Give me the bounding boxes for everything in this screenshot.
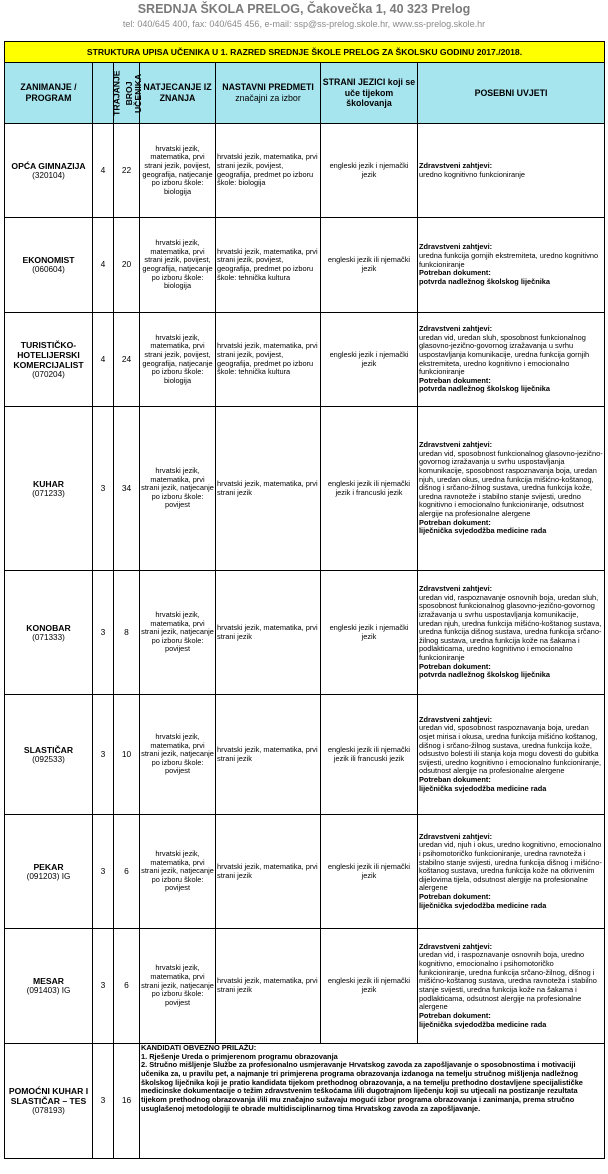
subjects-cell: hrvatski jezik, matematika, prvi strani jezik, povijest, geografija, predmet po izboru škole: tehnička kultura (216, 218, 321, 313)
program-cell (5, 929, 93, 1044)
health-requirements-heading: Zdravstveni zahtjevi: (419, 941, 493, 951)
program-code: (060604) (32, 265, 65, 275)
program-code: (320104) (32, 170, 65, 180)
health-requirements-heading: Zdravstveni zahtjevi: (419, 242, 493, 252)
document-heading: Potreban dokument: (419, 1010, 491, 1020)
program-code: (078193) (32, 1106, 65, 1116)
program-code: (070204) (32, 369, 65, 379)
competition-cell: hrvatski jezik, matematika, prvi strani jezik, natjecanje po izboru škole: povijest (140, 815, 216, 929)
program-name: MESAR (32, 976, 65, 987)
program-cell (5, 407, 93, 571)
students-cell: 22 (114, 124, 140, 218)
duration-cell: 3 (93, 815, 114, 929)
note-cell (140, 1044, 605, 1159)
program-cell (5, 571, 93, 695)
health-requirements-heading: Zdravstveni zahtjevi: (419, 714, 493, 724)
table-row (5, 815, 605, 929)
school-contact: tel: 040/645 400, fax: 040/645 456, e-mail: ssp@ss-prelog.skole.hr, www.ss-prelog.skole.hr (122, 19, 486, 29)
program-cell (5, 218, 93, 313)
document-text: potvrda nadležnog školskog liječnika (419, 384, 551, 394)
duration-cell: 3 (93, 929, 114, 1044)
header-languages: STRANI JEZICI koji se uče tijekom školovanja (321, 63, 418, 124)
languages-cell: engleski jezik i njemački jezik (321, 571, 418, 695)
conditions-cell (418, 313, 605, 407)
subjects-cell: hrvatski jezik, matematika, prvi strani jezik (216, 571, 321, 695)
table-row (5, 571, 605, 695)
table-title-row (5, 42, 605, 63)
table-row (5, 218, 605, 313)
school-title: SREDNJA ŠKOLA PRELOG, Čakovečka 1, 40 323 Prelog (137, 2, 471, 16)
conditions-cell (418, 929, 605, 1044)
languages-cell: engleski jezik ili njemački jezik (321, 815, 418, 929)
table-header-row (5, 63, 605, 124)
health-requirements-heading: Zdravstveni zahtjevi: (419, 439, 493, 449)
document-heading: Potreban dokument: (419, 775, 491, 785)
document-text: liječnička svjedodžba medicine rada (419, 526, 547, 536)
program-code: (091403) IG (26, 986, 71, 996)
subjects-cell: hrvatski jezik, matematika, prvi strani jezik, povijest, geografija, predmet po izboru škole: tehnička kultura (216, 313, 321, 407)
program-cell (5, 124, 93, 218)
program-name: KUHAR (32, 478, 65, 489)
students-cell: 34 (114, 407, 140, 571)
table-title: STRUKTURA UPISA UČENIKA U 1. RAZRED SREDNJE ŠKOLE PRELOG ZA ŠKOLSKU GODINU 2017./2018. (5, 42, 605, 63)
health-requirements-text: uredan vid, sposobnost raspoznavanja boja, uredan osjet mirisa i okusa, uredna funkcija mišićno koštanog, dišnog i srčano-žilnog sustava, uredna funkcija kože, odsustvo bolesti ili stanja koja mogu dovesti do gubitka svijesti, uredno kognitivno i emocionalno funkcioniranje, odsutnost alergije na profesionalne alergene (419, 723, 601, 776)
health-requirements-text: uredan vid, raspoznavanje osnovnih boja, uredan sluh, sposobnost funkcionalnog glasovno-jezično-govornog izražavanja u svrhu uspostavljanja komunikacije, uredan njuh, uredna funkcija mišićno-koštanog sustava, uredna funkcija dišnog sustava, uredna funkcija srčano-žilnog sustava, uredna funkcija kože na šakama i podlakticama, uredno kognitivno i emocionalno funkcioniranje (419, 592, 602, 663)
duration-cell: 3 (93, 695, 114, 815)
health-requirements-text: uredna funkcija gornjih ekstremiteta, uredno kognitivno funkcioniranje (419, 251, 599, 269)
program-code: (071333) (32, 632, 65, 642)
health-requirements-text: uredan vid, uredan sluh, sposobnost funkcionalnog glasovno-jezično-govornog izražavanja u svrhu uspostavljanja komunikacije, uredna funkcija gornjih ekstremiteta, uredno kognitivno i emocionalno funkcioniranje (419, 332, 590, 377)
duration-cell: 4 (93, 218, 114, 313)
health-requirements-text: uredan vid, i raspoznavanje osnovnih boja, uredno kognitivno, emocionalno i psihomotoričko funkcioniranje, uredna funkcija srčano-žilnog, dišnog i mišićno-koštanog sustava, uredna ravnoteža i stabilno stanje svijesti, uredna funkcija kože na šakama i podlakticama, odsutnost alergije na profesionalne alergene (419, 950, 597, 1012)
document-text: potvrda nadležnog školskog liječnika (419, 276, 551, 286)
program-code: (071233) (32, 488, 65, 498)
competition-cell: hrvatski jezik, matematika, prvi strani jezik, natjecanje po izboru škole: povijest (140, 929, 216, 1044)
document-heading: Potreban dokument: (419, 517, 491, 527)
program-name: POMOĆNI KUHAR I SLASTIČAR – TES (8, 1086, 89, 1107)
duration-cell: 3 (93, 571, 114, 695)
subjects-cell: hrvatski jezik, matematika, prvi strani jezik (216, 815, 321, 929)
document-text: liječnička svjedodžba medicine rada (419, 1019, 547, 1029)
competition-cell: hrvatski jezik, matematika, prvi strani jezik, natjecanje po izboru škole: povijest (140, 571, 216, 695)
languages-cell: engleski jezik i njemački jezik (321, 124, 418, 218)
table-row-last (5, 1044, 605, 1159)
program-cell (5, 1044, 93, 1159)
table-row (5, 695, 605, 815)
subjects-cell: hrvatski jezik, matematika, prvi strani jezik, povijest, geografija, predmet po izboru škole: biologija (216, 124, 321, 218)
competition-cell: hrvatski jezik, matematika, prvi strani jezik, natjecanje po izboru škole: povijest (140, 695, 216, 815)
program-name: SLASTIČAR (23, 744, 74, 755)
health-requirements-heading: Zdravstveni zahtjevi: (419, 583, 493, 593)
table-row (5, 407, 605, 571)
conditions-cell (418, 124, 605, 218)
program-name: OPĆA GIMNAZIJA (11, 160, 86, 171)
languages-cell: engleski jezik ili njemački jezik (321, 929, 418, 1044)
languages-cell: engleski jezik ili njemački jezik (321, 218, 418, 313)
program-name: KONOBAR (26, 622, 71, 633)
languages-cell: engleski jezik ili njemački jezik i francuski jezik (321, 407, 418, 571)
document-text: liječnička svjedodžba medicine rada (419, 783, 547, 793)
duration-cell: 4 (93, 124, 114, 218)
health-requirements-heading: Zdravstveni zahtjevi: (419, 323, 493, 333)
competition-cell: hrvatski jezik, matematika, prvi strani jezik, povijest, geografija, natjecanje po izboru škole: biologija (140, 313, 216, 407)
competition-cell: hrvatski jezik, matematika, prvi strani jezik, natjecanje po izboru škole: povijest (140, 407, 216, 571)
header-conditions: POSEBNI UVJETI (418, 63, 605, 124)
header-students-1: BROJ (124, 81, 135, 105)
subjects-cell: hrvatski jezik, matematika, prvi strani jezik (216, 695, 321, 815)
document-text: liječnička svjedodžba medicine rada (419, 900, 547, 910)
conditions-cell (418, 407, 605, 571)
header-students-2: UČENIKA (133, 73, 144, 113)
document-heading: Potreban dokument: (419, 268, 491, 278)
students-cell: 10 (114, 695, 140, 815)
program-cell (5, 815, 93, 929)
conditions-cell (418, 695, 605, 815)
subjects-cell: hrvatski jezik, matematika, prvi strani jezik (216, 407, 321, 571)
program-cell (5, 313, 93, 407)
health-requirements-text: uredno kognitivno funkcioniranje (419, 169, 526, 179)
health-requirements-text: uredan vid, njuh i okus, uredno kognitivno, emocionalno i psihomotoričko funkcioniranje, uredna ravnoteža i stabilno stanje svijesti, uredna funkcija dišnog i mišićno-koštanog sustava, uredna funkcija kože na otkrivenim dijelovima tijela, odsutnost alergije na profesionalne alergene (419, 840, 602, 893)
header-program: ZANIMANJE / PROGRAM (5, 63, 93, 124)
document-heading: Potreban dokument: (419, 661, 491, 671)
note-item-1: 1. Rješenje Ureda o primjerenom programu obrazovanja (141, 1051, 338, 1061)
program-name: TURISTIČKO-HOTELIJERSKI KOMERCIJALIST (13, 339, 84, 370)
health-requirements-text: uredan vid, sposobnost funkcionalnog glasovno-jezično-govornog izražavanja u svrhu uspostavljanja komunikacije, sposobnost raspoznavanja boja, uredan njuh, uredan okus, uredna funkcija mišićno-koštanog, dišnog i srčano-žilnog sustava, uredna funkcija kože, uredna ravnoteže i stabilno stanje svijesti, uredno kognitivno i emocionalno funkcioniranje, odsutnost alergije na profesionalne alergene (419, 448, 603, 519)
duration-cell: 3 (93, 1044, 114, 1159)
subjects-cell: hrvatski jezik, matematika, prvi strani jezik (216, 929, 321, 1044)
document-text: potvrda nadležnog školskog liječnika (419, 670, 551, 680)
conditions-cell (418, 218, 605, 313)
table-row (5, 124, 605, 218)
health-requirements-heading: Zdravstveni zahtjevi: (419, 831, 493, 841)
competition-cell: hrvatski jezik, matematika, prvi strani jezik, povijest, geografija, natjecanje po izboru škole: biologija (140, 218, 216, 313)
program-name: EKONOMIST (22, 255, 75, 266)
students-cell: 8 (114, 571, 140, 695)
table-row (5, 929, 605, 1044)
program-code: (092533) (32, 754, 65, 764)
competition-cell: hrvatski jezik, matematika, prvi strani jezik, povijest, geografija, natjecanje po izboru škole: biologija (140, 124, 216, 218)
table-row (5, 313, 605, 407)
students-cell: 6 (114, 929, 140, 1044)
students-cell: 6 (114, 815, 140, 929)
languages-cell: engleski jezik ili njemački jezik ili francuski jezik (321, 695, 418, 815)
conditions-cell (418, 571, 605, 695)
duration-cell: 3 (93, 407, 114, 571)
program-cell (5, 695, 93, 815)
document-heading: Potreban dokument: (419, 892, 491, 902)
document-heading: Potreban dokument: (419, 375, 491, 385)
note-title: KANDIDATI OBVEZNO PRILAŽU: (141, 1043, 257, 1052)
students-cell: 24 (114, 313, 140, 407)
note-item-2: 2. Stručno mišljenje Službe za profesionalno usmjeravanje Hrvatskog zavoda za zapošljavanje o sposobnostima i motivaciji učenika za, u pravilu pet, a najmanje tri primjerena programa obrazovanja izdanoga na temelju stručnog mišljenja nadležnog školskog liječnika koji je pratio kandidata tijekom prethodnog obrazovanja, a na temelju prethodno dostavljene specijalističke medicinske dokumentacije o težim zdravstvenim teškoćama i/ili dugotrajnom liječenju koji su utjecali na postizanje rezultata tijekom prethodnog obrazovanja i/ili mu značajno sužavaju mogući izbor programa obrazovanja i zanimanja, prema stručno usuglašenoj metodologiji te obrade multidisciplinarnog tima Hrvatskog zavoda za zapošljavanje. (141, 1060, 583, 1113)
program-name: PEKAR (33, 861, 64, 872)
students-cell: 16 (114, 1044, 140, 1159)
header-competition: NATJECANJE IZ ZNANJA (140, 63, 216, 124)
conditions-cell (418, 815, 605, 929)
enrollment-table (4, 41, 605, 1159)
languages-cell: engleski jezik i njemački jezik (321, 313, 418, 407)
header-duration: TRAJANJE (93, 63, 114, 124)
header-subjects-sub: značajni za izbor (235, 93, 301, 103)
students-cell: 20 (114, 218, 140, 313)
program-code: (091203) IG (26, 871, 71, 881)
header-subjects: NASTAVNI PREDMETI značajni za izbor (216, 63, 321, 124)
health-requirements-heading: Zdravstveni zahtjevi: (419, 160, 493, 170)
duration-cell: 4 (93, 313, 114, 407)
